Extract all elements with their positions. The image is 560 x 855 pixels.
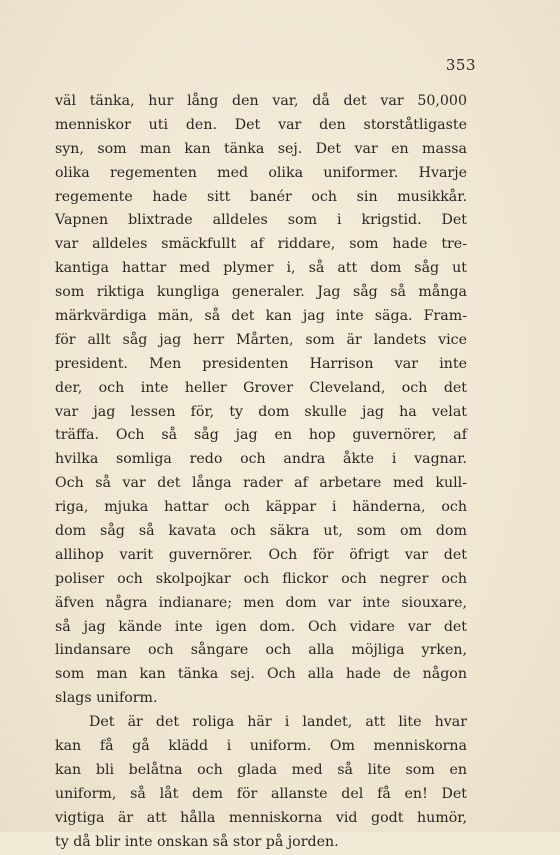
text-line: syn, som man kan tänka sej. Det var en massa [55,140,467,157]
text-line: Det är det roliga här i landet, att lite hvar [89,714,467,731]
text-line: kantiga hattar med plymer i, så att dom såg ut [55,260,467,277]
text-line: vigtiga är att hålla menniskorna vid godt humör, [55,809,467,826]
text-line: uniform, så låt dem för allanste del få en! Det [55,785,467,802]
text-line: slags uniform. [55,690,158,707]
text-line: träffa. Och så såg jag en hop guvernörer, af [55,427,467,444]
text-line: som riktiga kungliga generaler. Jag såg så många [55,284,467,301]
text-line: president. Men presidenten Harrison var inte [55,355,467,372]
text-line: allihop varit guvernörer. Och för öfrigt var det [55,546,467,563]
text-line: regemente hade sitt banér och sin musikkår. [55,188,467,205]
text-line: poliser och skolpojkar och flickor och negrer och [55,570,467,587]
text-line: som man kan tänka sej. Och alla hade de någon [55,666,467,683]
text-line: kan få gå klädd i uniform. Om menniskorna [55,738,467,755]
text-line: Vapnen blixtrade alldeles som i krigstid. Det [55,212,467,229]
text-line: för allt såg jag herr Mårten, som är landets vice [55,331,467,348]
text-line: der, och inte heller Grover Cleveland, och det [55,379,467,396]
text-line: var alldeles smäckfullt af riddare, som hade tre- [55,236,467,253]
body-text [55,90,467,855]
text-line: Och så var det långa rader af arbetare med kull- [55,475,467,492]
text-line: olika regementen med olika uniformer. Hvarje [55,164,467,181]
text-line: dom såg så kavata och säkra ut, som om dom [55,523,467,540]
text-line: hvilka somliga redo och andra åkte i vagnar. [55,451,467,468]
text-line: äfven några indianare; men dom var inte siouxare, [55,594,467,611]
text-line: så jag kände inte igen dom. Och vidare var det [55,618,467,635]
text-line: väl tänka, hur lång den var, då det var 50,000 [55,93,467,109]
text-line: lindansare och sångare och alla möjliga yrken, [55,642,467,659]
page-number: 353 [445,56,476,74]
text-line: menniskor uti den. Det var den storståtligaste [55,116,467,133]
text-line: var jag lessen för, ty dom skulle jag ha velat [55,403,467,420]
text-line: märkvärdiga män, så det kan jag inte säga. Fram- [55,308,467,325]
text-line: ty då blir inte onskan så stor på jorden. [55,833,339,850]
text-line: kan bli belåtna och glada med så lite som en [55,761,467,778]
text-line: riga, mjuka hattar och käppar i händerna, och [55,499,467,516]
